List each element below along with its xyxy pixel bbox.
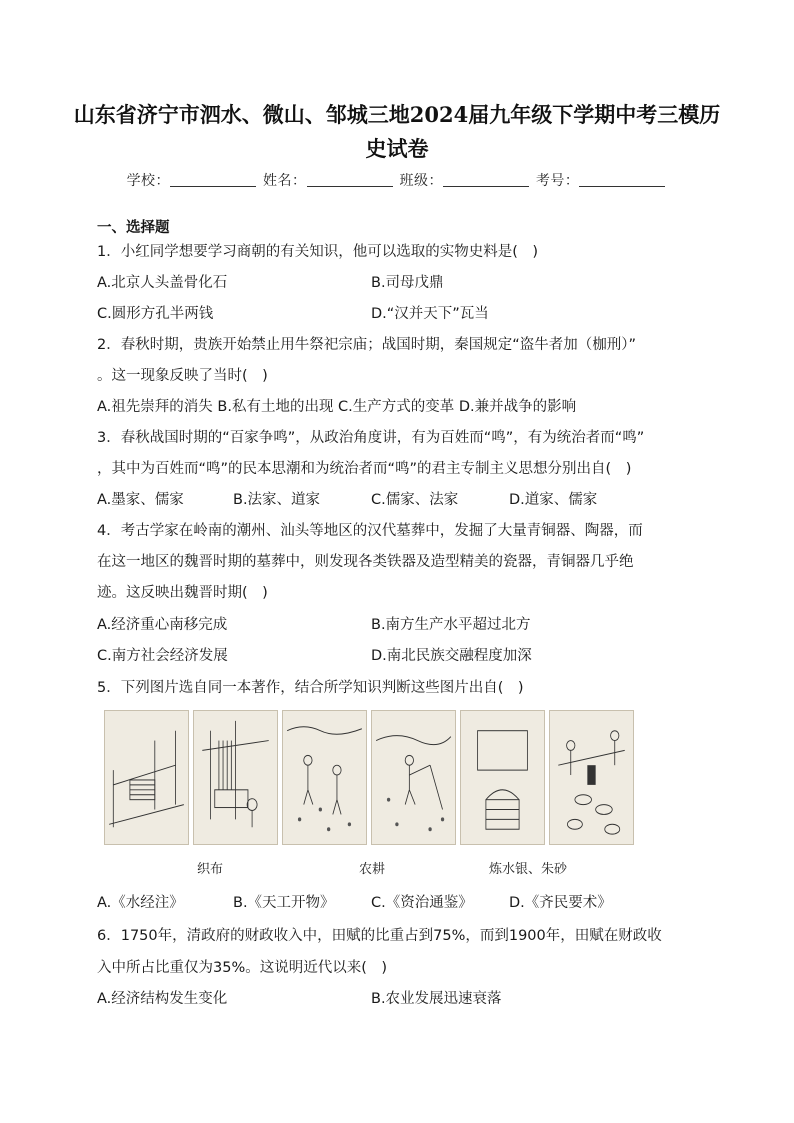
q6-option-a: A.经济结构发生变化: [97, 991, 228, 1007]
q1-option-c: C.圆形方孔半两钱: [97, 306, 214, 322]
q2-stem-line-1: 2．春秋时期，贵族开始禁止用牛祭祀宗庙；战国时期，秦国规定“盗牛者加（枷刑）”: [97, 337, 636, 353]
exam-title: [60, 98, 734, 166]
q4-option-b: B.南方生产水平超过北方: [371, 617, 531, 633]
tiangong-kaiwu-illustrations: [104, 710, 634, 845]
q5-stem: 5．下列图片选自同一本著作，结合所学知识判断这些图片出自( ): [97, 680, 524, 696]
q3-option-a: A.墨家、儒家: [97, 492, 184, 508]
school-label: 学校：: [126, 173, 171, 189]
q3-option-c: C.儒家、法家: [371, 492, 459, 508]
q4-option-a: A.经济重心南移完成: [97, 617, 228, 633]
title-line-2: 史试卷: [365, 136, 429, 161]
q6-stem-line-1: 6．1750年，清政府的财政收入中，田赋的比重占到75%，而到1900年，田赋在财政收: [97, 928, 662, 944]
name-label: 姓名：: [263, 173, 307, 189]
title-line-1: 山东省济宁市泗水、微山、邹城三地2024届九年级下学期中考三模历: [73, 102, 721, 127]
q5-option-d: D.《齐民要术》: [509, 895, 612, 911]
q1-stem: 1．小红同学想要学习商朝的有关知识，他可以选取的实物史料是( ): [97, 244, 539, 260]
q1-option-b: B.司母戊鼎: [371, 275, 444, 291]
q4-stem-line-3: 迹。这反映出魏晋时期( ): [97, 585, 268, 601]
q5-option-b: B.《天工开物》: [233, 895, 335, 911]
q6-stem-line-2: 入中所占比重仅为35%。这说明近代以来( ): [97, 960, 388, 976]
caption-weaving: 织布: [197, 862, 224, 877]
number-label: 考号：: [535, 173, 580, 189]
caption-farming: 农耕: [359, 862, 386, 877]
q5-option-c: C.《资治通鉴》: [371, 895, 473, 911]
farming-illustration-2: [371, 710, 456, 845]
q2-stem-line-2: 。这一现象反映了当时( ): [97, 368, 268, 384]
caption-mercury-cinnabar: 炼水银、朱砂: [489, 862, 568, 877]
q3-stem-line-1: 3．春秋战国时期的“百家争鸣”，从政治角度讲，有为百姓而“鸣”，有为统治者而“鸣”: [97, 430, 645, 446]
farming-illustration-1: [282, 710, 367, 845]
q1-option-d: D.“汉并天下”瓦当: [371, 306, 489, 322]
drawloom-illustration: [193, 710, 278, 845]
q2-options: A.祖先崇拜的消失 B.私有土地的出现 C.生产方式的变革 D.兼并战争的影响: [97, 399, 577, 415]
section-heading: 一、选择题: [97, 220, 170, 236]
class-blank[interactable]: [443, 172, 529, 187]
number-blank[interactable]: [579, 172, 665, 187]
q4-option-d: D.南北民族交融程度加深: [371, 648, 532, 664]
mercury-refining-illustration: [460, 710, 545, 845]
q3-option-b: B.法家、道家: [233, 492, 321, 508]
q4-option-c: C.南方社会经济发展: [97, 648, 228, 664]
q5-option-a: A.《水经注》: [97, 895, 184, 911]
name-blank[interactable]: [307, 172, 393, 187]
school-blank[interactable]: [170, 172, 256, 187]
class-label: 班级：: [399, 173, 443, 189]
q3-option-d: D.道家、儒家: [509, 492, 598, 508]
cinnabar-grinding-illustration: [549, 710, 634, 845]
student-info-row: [0, 170, 794, 190]
q4-stem-line-1: 4．考古学家在岭南的潮州、汕头等地区的汉代墓葬中，发掘了大量青铜器、陶器，而: [97, 523, 643, 539]
weaving-loom-illustration: [104, 710, 189, 845]
q6-option-b: B.农业发展迅速衰落: [371, 991, 502, 1007]
q3-stem-line-2: ，其中为百姓而“鸣”的民本思潮和为统治者而“鸣”的君主专制主义思想分别出自( ): [97, 461, 632, 477]
q1-option-a: A.北京人头盖骨化石: [97, 275, 228, 291]
q4-stem-line-2: 在这一地区的魏晋时期的墓葬中，则发现各类铁器及造型精美的瓷器，青铜器几乎绝: [97, 554, 634, 570]
